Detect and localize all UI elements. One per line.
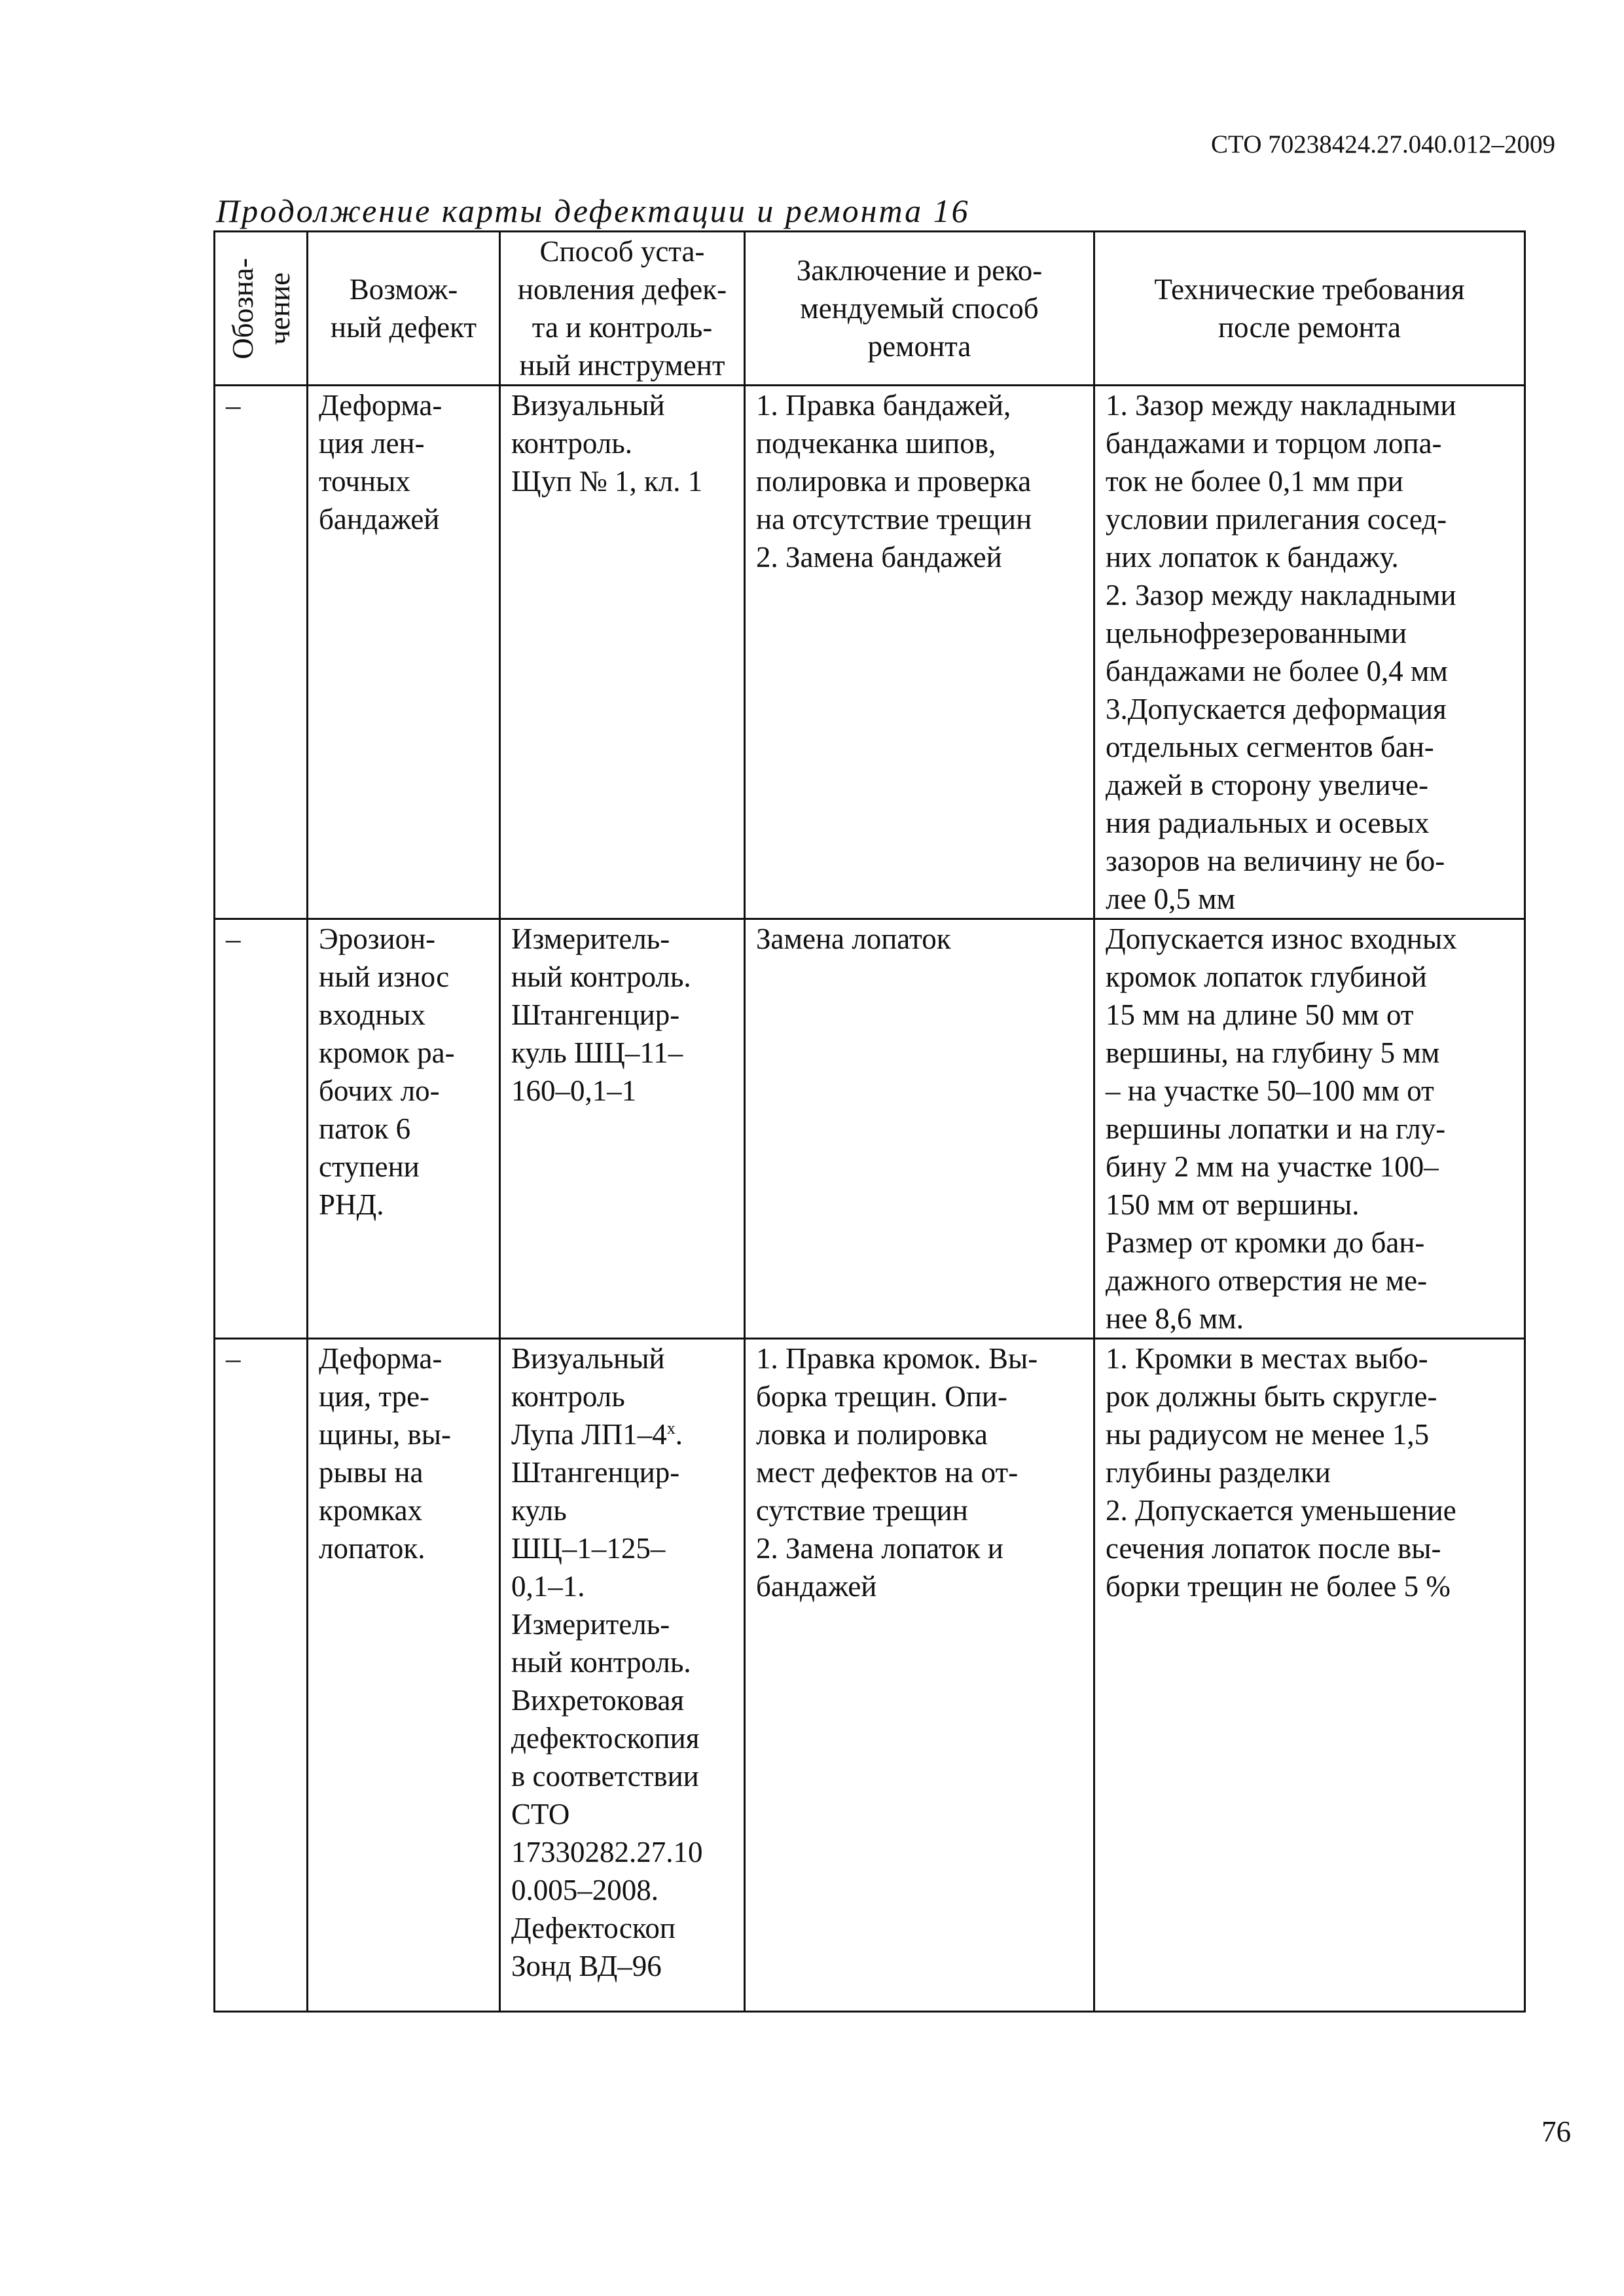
cell-line: контроль. bbox=[511, 427, 633, 460]
loupe-tail: . bbox=[675, 1418, 683, 1451]
cell-line: в соответствии bbox=[511, 1760, 699, 1793]
conclusion-cell bbox=[745, 919, 1094, 1339]
table-row bbox=[215, 386, 1525, 919]
header-line: после ремонта bbox=[1218, 311, 1401, 344]
header-line: та и контроль- bbox=[532, 311, 713, 344]
cell-line: 3.Допускается деформация bbox=[1106, 693, 1447, 725]
table-header-row bbox=[215, 232, 1525, 386]
cell-line: Дефектоскоп bbox=[511, 1912, 676, 1944]
cell-line: кромок лопаток глубиной bbox=[1106, 960, 1427, 993]
cell-line: мест дефектов на от- bbox=[756, 1456, 1019, 1489]
cell-line: на отсутствие трещин bbox=[756, 503, 1032, 536]
cell-line: рывы на bbox=[319, 1456, 424, 1489]
cell-line: вершины лопатки и на глу- bbox=[1106, 1112, 1446, 1145]
cell-line: 150 мм от вершины. bbox=[1106, 1188, 1360, 1221]
cell-line: лее 0,5 мм bbox=[1106, 883, 1236, 915]
header-line: ремонта bbox=[867, 330, 971, 363]
defect-table bbox=[213, 230, 1526, 2013]
cell-line: ция, тре- bbox=[319, 1380, 430, 1413]
cell-line: Эрозион- bbox=[319, 922, 436, 955]
header-line: новления дефек- bbox=[517, 273, 727, 306]
header-line: мендуемый способ bbox=[800, 292, 1039, 325]
loupe-text: Лупа ЛП1–4 bbox=[511, 1418, 667, 1451]
cell-line: 2. Замена лопаток и bbox=[756, 1532, 1003, 1565]
defect-cell bbox=[308, 1339, 500, 2012]
cell-line: нее 8,6 мм. bbox=[1106, 1302, 1244, 1335]
cell-line: ный контроль. bbox=[511, 960, 691, 993]
cell-line: РНД. bbox=[319, 1188, 384, 1221]
cell-line: Щуп № 1, кл. 1 bbox=[511, 465, 703, 498]
table-row bbox=[215, 1339, 1525, 2012]
loupe-line bbox=[511, 1415, 733, 1453]
header-technical-requirements bbox=[1094, 232, 1525, 386]
cell-line: ния радиальных и осевых bbox=[1106, 807, 1430, 839]
cell-line: бочих ло- bbox=[319, 1074, 440, 1107]
cell-line: паток 6 bbox=[319, 1112, 411, 1145]
cell-line: бину 2 мм на участке 100– bbox=[1106, 1150, 1439, 1183]
cell-line: кромках bbox=[319, 1494, 423, 1527]
header-possible-defect bbox=[308, 232, 500, 386]
cell-line: Размер от кромки до бан- bbox=[1106, 1226, 1425, 1259]
cell-line: условии прилегания сосед- bbox=[1106, 503, 1447, 536]
cell-line: ШЦ–1–125– bbox=[511, 1532, 666, 1565]
cell-line: цельнофрезерованными bbox=[1106, 617, 1407, 649]
cell-line: куль bbox=[511, 1494, 567, 1527]
cell-line: 1. Правка кромок. Вы- bbox=[756, 1342, 1038, 1375]
cell-line: Визуальный bbox=[511, 389, 665, 422]
loupe-superscript: х bbox=[666, 1419, 676, 1438]
cell-line: вершины, на глубину 5 мм bbox=[1106, 1036, 1440, 1069]
cell-line: бандажей bbox=[319, 503, 440, 536]
cell-line: борка трещин. Опи- bbox=[756, 1380, 1007, 1413]
cell-line: сечения лопаток после вы- bbox=[1106, 1532, 1441, 1565]
method-cell bbox=[500, 386, 745, 919]
cell-line: дажей в сторону увеличе- bbox=[1106, 769, 1429, 801]
header-detection-method bbox=[500, 232, 745, 386]
cell-line: борки трещин не более 5 % bbox=[1106, 1570, 1451, 1603]
header-line: Технические требования bbox=[1154, 273, 1465, 306]
header-conclusion bbox=[745, 232, 1094, 386]
cell-line: Допускается износ входных bbox=[1106, 922, 1457, 955]
header-line: чение bbox=[262, 272, 296, 345]
designation-cell: – bbox=[215, 386, 308, 919]
cell-line: Зонд ВД–96 bbox=[511, 1950, 662, 1982]
cell-line: Визуальный bbox=[511, 1342, 665, 1375]
requirements-cell bbox=[1094, 919, 1525, 1339]
cell-line: 17330282.27.10 bbox=[511, 1836, 703, 1868]
cell-line: дажного отверстия не ме- bbox=[1106, 1264, 1428, 1297]
cell-line: Измеритель- bbox=[511, 1608, 670, 1641]
cell-line: отдельных сегментов бан- bbox=[1106, 731, 1434, 763]
requirements-cell bbox=[1094, 1339, 1525, 2012]
table-row bbox=[215, 919, 1525, 1339]
cell-line: глубины разделки bbox=[1106, 1456, 1331, 1489]
conclusion-cell bbox=[745, 1339, 1094, 2012]
header-line: Заключение и реко- bbox=[796, 254, 1043, 287]
cell-line: Деформа- bbox=[319, 389, 442, 422]
cell-line: ступени bbox=[319, 1150, 420, 1183]
cell-line: Штангенцир- bbox=[511, 998, 680, 1031]
cell-line: Замена лопаток bbox=[756, 922, 951, 955]
cell-line: 160–0,1–1 bbox=[511, 1074, 637, 1107]
cell-line: ция лен- bbox=[319, 427, 425, 460]
cell-line: 2. Допускается уменьшение bbox=[1106, 1494, 1456, 1527]
page-number: 76 bbox=[1542, 2115, 1571, 2148]
cell-line: контроль bbox=[511, 1380, 625, 1413]
header-line: Обозна- bbox=[226, 257, 259, 359]
cell-line: ловка и полировка bbox=[756, 1418, 988, 1451]
cell-line: сутствие трещин bbox=[756, 1494, 968, 1527]
table-caption: Продолжение карты дефектации и ремонта 16 bbox=[216, 192, 970, 229]
cell-line: них лопаток к бандажу. bbox=[1106, 541, 1399, 574]
cell-line: – на участке 50–100 мм от bbox=[1106, 1074, 1434, 1107]
cell-line: бандажей bbox=[756, 1570, 877, 1603]
header-line: Способ уста- bbox=[539, 235, 705, 268]
cell-line: 0,1–1. bbox=[511, 1570, 585, 1603]
cell-line: дефектоскопия bbox=[511, 1722, 700, 1755]
cell-line: ный износ bbox=[319, 960, 450, 993]
defect-cell bbox=[308, 919, 500, 1339]
header-line: Возмож- bbox=[349, 273, 458, 306]
cell-line: входных bbox=[319, 998, 425, 1031]
cell-line: ток не более 0,1 мм при bbox=[1106, 465, 1403, 498]
cell-line: Измеритель- bbox=[511, 922, 670, 955]
defect-cell bbox=[308, 386, 500, 919]
cell-line: кромок ра- bbox=[319, 1036, 455, 1069]
header-line: ный инструмент bbox=[519, 349, 725, 382]
cell-line: 1. Зазор между накладными bbox=[1106, 389, 1456, 422]
cell-line: Деформа- bbox=[319, 1342, 442, 1375]
cell-line: 1. Правка бандажей, bbox=[756, 389, 1011, 422]
conclusion-cell bbox=[745, 386, 1094, 919]
requirements-cell bbox=[1094, 386, 1525, 919]
header-designation bbox=[215, 232, 308, 386]
cell-line: подчеканка шипов, bbox=[756, 427, 996, 460]
cell-line: бандажами не более 0,4 мм bbox=[1106, 655, 1448, 687]
cell-line: ны радиусом не менее 1,5 bbox=[1106, 1418, 1430, 1451]
cell-line: 2. Зазор между накладными bbox=[1106, 579, 1456, 611]
cell-line: 1. Кромки в местах выбо- bbox=[1106, 1342, 1428, 1375]
cell-line: рок должны быть скругле- bbox=[1106, 1380, 1437, 1413]
cell-line: Штангенцир- bbox=[511, 1456, 680, 1489]
cell-line: полировка и проверка bbox=[756, 465, 1032, 498]
designation-cell: – bbox=[215, 1339, 308, 2012]
cell-line: ный контроль. bbox=[511, 1646, 691, 1679]
header-line: ный дефект bbox=[330, 311, 477, 344]
cell-line: 15 мм на длине 50 мм от bbox=[1106, 998, 1414, 1031]
cell-line: точных bbox=[319, 465, 410, 498]
cell-line: зазоров на величину не бо- bbox=[1106, 845, 1445, 877]
document-code: СТО 70238424.27.040.012–2009 bbox=[1211, 130, 1555, 158]
cell-line: СТО bbox=[511, 1798, 570, 1831]
method-cell bbox=[500, 1339, 745, 2012]
cell-line: бандажами и торцом лопа- bbox=[1106, 427, 1442, 460]
cell-line: куль ШЦ–11– bbox=[511, 1036, 683, 1069]
cell-line: 0.005–2008. bbox=[511, 1874, 659, 1906]
cell-line: щины, вы- bbox=[319, 1418, 452, 1451]
cell-line: 2. Замена бандажей bbox=[756, 541, 1002, 574]
designation-cell: – bbox=[215, 919, 308, 1339]
method-cell bbox=[500, 919, 745, 1339]
cell-line: лопаток. bbox=[319, 1532, 425, 1565]
cell-line: Вихретоковая bbox=[511, 1684, 685, 1717]
